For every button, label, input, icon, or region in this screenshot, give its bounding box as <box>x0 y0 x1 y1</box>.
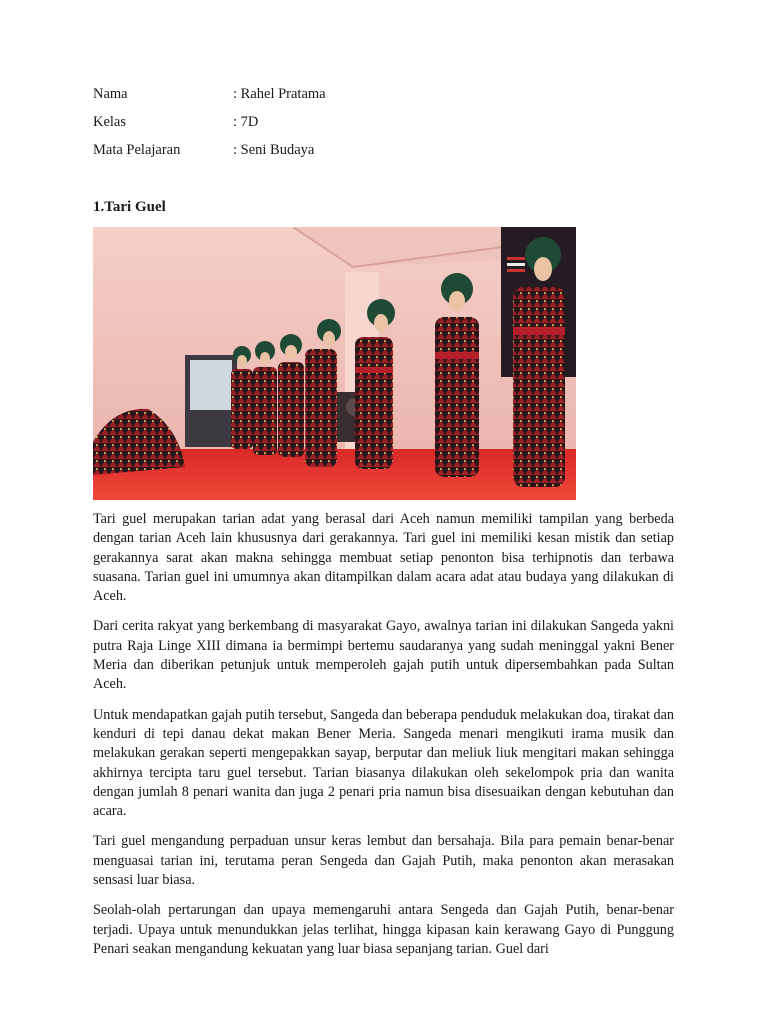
paragraph: Dari cerita rakyat yang berkembang di masyarakat Gayo, awalnya tarian ini dilakukan Sangeda yakni putra Raja Linge XIII dimana ia bermimpi bertemu saudaranya yang sudah meninggal yakni Bener Meria dan diberikan petunjuk untuk memperoleh gajah putih untuk dipersembahkan pada Sultan Aceh. <box>93 618 674 693</box>
info-row-nama <box>93 86 326 114</box>
info-row-mata-pelajaran <box>93 142 326 170</box>
student-info <box>93 86 326 170</box>
article-body <box>93 510 674 970</box>
paragraph: Untuk mendapatkan gajah putih tersebut, Sangeda dan beberapa penduduk melakukan doa, tirakat dan kenduri di tepi danau dekat makan Bener Meria. Sangeda menari mengikuti irama musik dan melakukan gerakan seperti mengepakkan sayap, berputar dan meliuk liuk mengitari makan sehingga akhirnya tercipta taru guel tersebut. Tarian biasanya dilakukan oleh sekelompok pria dan wanita dengan jumlah 8 penari wanita dan juga 2 penari pria namun bisa disesuaikan dengan kebutuhan dan acara. <box>93 706 674 820</box>
info-row-kelas <box>93 114 326 142</box>
info-label: Nama <box>93 86 128 102</box>
dance-photo <box>93 227 576 500</box>
info-value: : Rahel Pratama <box>233 86 326 102</box>
paragraph: Tari guel mengandung perpaduan unsur keras lembut dan bersahaja. Bila para pemain benar-benar menguasai tarian ini, terutama peran Sengeda dan Gajah Putih, maka penonton akan merasakan sensasi luar biasa. <box>93 833 674 889</box>
info-value: : 7D <box>233 114 259 130</box>
info-value: : Seni Budaya <box>233 142 315 158</box>
paragraph: Tari guel merupakan tarian adat yang berasal dari Aceh namun memiliki tampilan yang berbeda dengan tarian Aceh lain khususnya dari gerakannya. Tari guel ini memiliki kesan mistik dan setiap gerakannya sarat akan makna sehingga membuat setiap penonton bisa terhipnotis dan terbawa suasana. Tarian guel ini umumnya akan ditampilkan dalam acara adat atau budaya yang dilakukan di Aceh. <box>93 511 674 605</box>
paragraph: Seolah-olah pertarungan dan upaya memengaruhi antara Sengeda dan Gajah Putih, benar-benar terjadi. Upaya untuk menundukkan jelas terlihat, hingga kipasan kain kerawang Gayo di Punggung Penari seakan mengandung kekuatan yang luar biasa sepanjang tarian. Guel dari <box>93 902 674 957</box>
info-label: Mata Pelajaran <box>93 142 181 158</box>
section-heading: 1.Tari Guel <box>93 199 166 215</box>
info-label: Kelas <box>93 114 127 130</box>
